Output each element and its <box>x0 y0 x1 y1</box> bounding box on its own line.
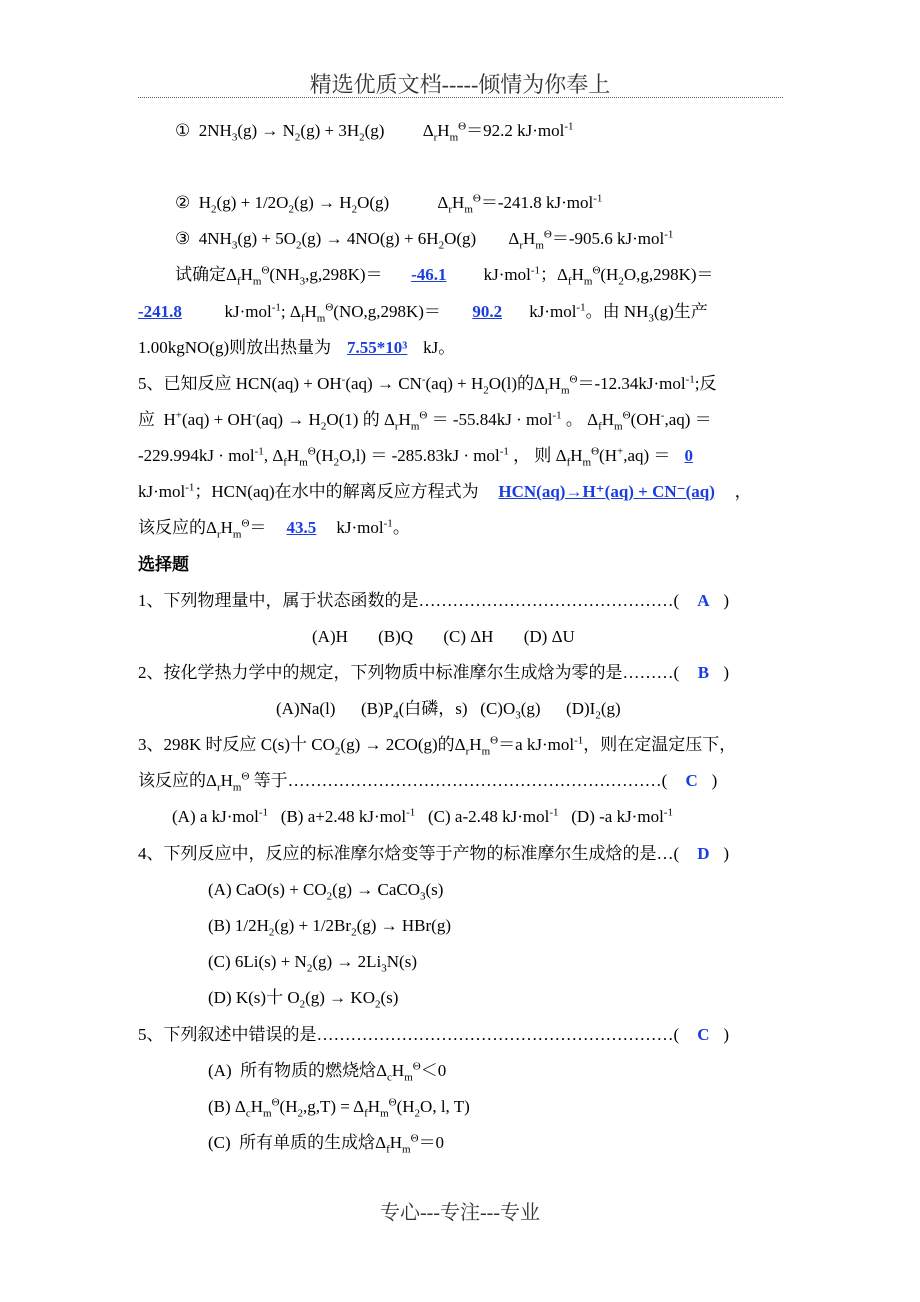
question-text: 试确定$\Delta_fH_m^\Theta(NH_3,g,298K)= -46.1$ kJ·mol$^{-1}$；$\Delta_fH_m^\Theta(H_2O,g,298K)=$ <box>175 264 714 288</box>
circled-number-3: ③ <box>175 229 191 248</box>
choice-question-4: 4、下列反应中，反应的标准摩尔焓变等于产物的标准摩尔生成焓的是…( D ) <box>138 844 730 863</box>
q2-options: (A)Na(l) $(B)P_4$(白磷，s) $(C)O_3(g)$ $(D)I_2(g)$ <box>276 699 621 722</box>
question-text: 1.00kgNO(g)则放出热量为 7.55*10³ kJ。 <box>138 338 456 357</box>
question-text: 该反应的$\Delta_rH_m^\Theta= 43.5$ kJ·mol$^{-1}$。 <box>138 517 410 541</box>
circled-number-1: ① <box>175 121 191 140</box>
q1-stem: 1、下列物理量中，属于状态函数的是………………………………………( <box>138 591 680 610</box>
answer-blank-5: 0 <box>684 446 693 465</box>
q5-option-b: (B) $\Delta_cH_m^\Theta(H_2,g,T) = \Delta_fH_m^\Theta(H_2O$, l, T) <box>208 1096 470 1120</box>
q3-answer: C <box>685 771 698 790</box>
q1-option-a: (A)H <box>312 627 348 646</box>
q3-options: (A) a kJ·mol$^{-1}$ (B) a+2.48 kJ·mol$^{-1}$ (C) a-2.48 kJ·mol$^{-1}$ (D) -a kJ·mol$^{-1}$ <box>172 806 673 826</box>
q4-option-b: (B) $1/2H_2(g) + 1/2Br_2(g) \to HBr(g)$ <box>208 916 451 939</box>
choice-question-5: 5、下列叙述中错误的是………………………………………………………( C ) <box>138 1025 730 1044</box>
answer-blank-3: 90.2 <box>472 302 503 321</box>
header-rule <box>138 97 783 98</box>
q2-answer: B <box>697 663 710 682</box>
answer-blank-7: 43.5 <box>286 518 317 537</box>
choice-question-1: 1、下列物理量中，属于状态函数的是………………………………………( A ) <box>138 591 730 610</box>
q5-option-c: (C) 所有单质的生成焓$\Delta_fH_m^\Theta=0$ <box>208 1132 445 1156</box>
question-text: kJ·mol$^{-1}$；HCN(aq)在水中的解离反应方程式为 HCN(aq)→H⁺(aq) + CN⁻(aq) ， <box>138 481 752 501</box>
reaction-2: ② $H_2(g) + 1/2O_2(g) \to H_2O(g)$ $\Delta_rH_m^\Theta=-241.8$ kJ·mol$^{-1}$ <box>175 192 603 216</box>
circled-number-2: ② <box>175 193 191 212</box>
question-5-fill: 5、已知反应 $HCN(aq) + OH^-(aq) \to CN^-(aq) + H_2O(l)$的$\Delta_rH_m^\Theta=-12.34kJ\cdot mol^{-1}$;反 <box>138 373 717 397</box>
q5-answer: C <box>697 1025 710 1044</box>
page-header: 精选优质文档-----倾情为你奉上 <box>309 72 611 97</box>
answer-blank-2: -241.8 <box>138 302 182 321</box>
q2-stem: 2、按化学热力学中的规定，下列物质中标准摩尔生成焓为零的是………( <box>138 663 680 682</box>
q5-stem: 5、下列叙述中错误的是………………………………………………………( <box>138 1025 680 1044</box>
q4-option-d: (D) K(s)十 $O_2(g) \to KO_2(s)$ <box>208 988 399 1011</box>
q4-stem: 4、下列反应中，反应的标准摩尔焓变等于产物的标准摩尔生成焓的是…( <box>138 844 680 863</box>
reaction-3: ③ $4NH_3(g) + 5O_2(g) \to 4NO(g) + 6H_2O(g)$ $\Delta_rH_m^\Theta=-905.6$ kJ·mol$^{-1}$ <box>175 228 674 252</box>
answer-blank-4: 7.55*10³ <box>346 338 408 357</box>
q4-option-c: (C) $6Li(s) + N_2(g) \to 2Li_3N(s)$ <box>208 952 417 975</box>
section-title: 选择题 <box>138 555 189 574</box>
choice-question-3: 3、298K 时反应 C(s)十 $CO_2(g) \to 2CO(g)$的$\Delta_rH_m^\Theta=a$ kJ·mol$^{-1}$，则在定温定压下， <box>138 734 737 758</box>
answer-blank-6: HCN(aq)→H⁺(aq) + CN⁻(aq) <box>498 482 715 501</box>
answer-blank-1: -46.1 <box>411 265 447 284</box>
choice-question-2: 2、按化学热力学中的规定，下列物质中标准摩尔生成焓为零的是………( B ) <box>138 663 730 682</box>
q1-answer: A <box>697 591 710 610</box>
question-text: -241.8 kJ·mol$^{-1}$; $\Delta_fH_m^\Theta(NO,g,298K)= 90.2$ kJ·mol$^{-1}$。由 $NH_3(g)$生产 <box>138 301 708 325</box>
q1-option-c: (C) ΔH <box>443 627 494 646</box>
q1-options <box>312 626 601 648</box>
q5-option-a: (A) 所有物质的燃烧焓$\Delta_cH_m^\Theta<0$ <box>208 1060 447 1084</box>
question-text: -229.994kJ · mol$^{-1}$, $\Delta_fH_m^\Theta(H_2O,l) = -285.83kJ \cdot mol^{-1}$ ， 则 $\Delta_fH_m^\Theta(H^+,aq) = 0$ <box>138 445 703 467</box>
q4-answer: D <box>697 844 710 863</box>
q1-option-d: (D) ΔU <box>523 627 575 646</box>
question-text: 应 $H^+(aq) + OH^-(aq) \to H_2O(1)$ 的 $\Delta_rH_m^\Theta = -55.84kJ \cdot mol^{-1}$ 。 $\Delta_fH_m^\Theta(OH^-,aq)$ ＝ <box>138 409 712 433</box>
page-footer: 专心---专注---专业 <box>380 1202 540 1224</box>
q4-option-a: (A) $CaO(s) + CO_2(g)$ → CaCO$_3$(s) <box>208 880 444 903</box>
q1-option-b: (B)Q <box>378 627 414 646</box>
reaction-1: ① $2NH_3(g) \to N_2(g) + 3H_2(g)$ $\Delta_rH_m^\Theta=92.2$ kJ·mol$^{-1}$ <box>175 120 574 144</box>
question-text: 该反应的$\Delta_rH_m^\Theta$ 等于…………………………………………………………( C ) <box>138 770 718 794</box>
